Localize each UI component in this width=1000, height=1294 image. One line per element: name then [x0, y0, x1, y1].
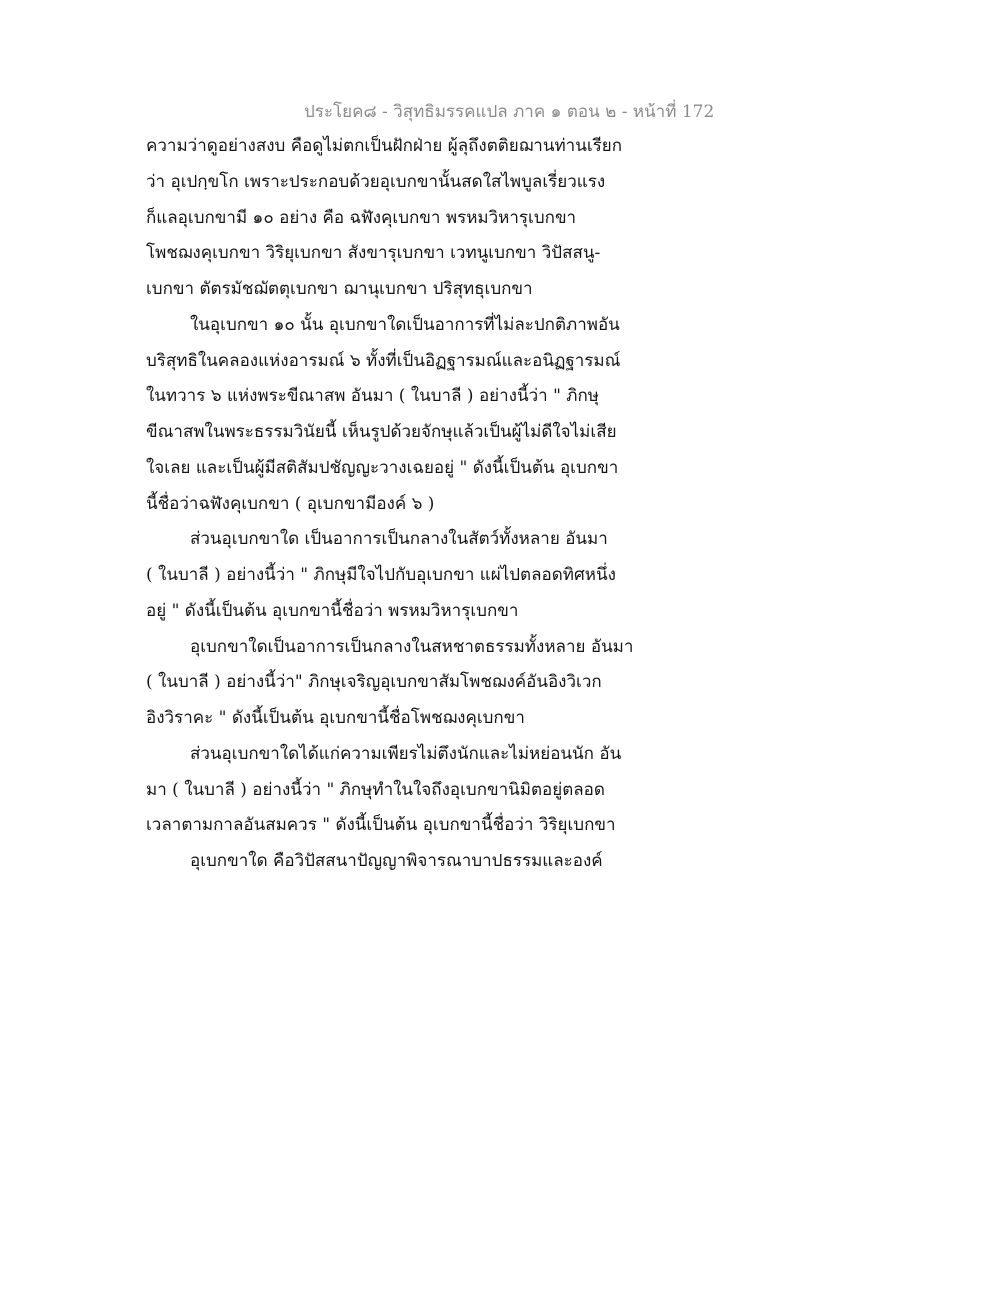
text-line: โพชฌงคุเบกขา วิริยุเบกขา สังขารุเบกขา เวทนูเบกขา วิปัสสนู-: [146, 243, 601, 264]
text-line: ก็แลอุเบกขามี ๑๐ อย่าง คือ ฉฬังคุเบกขา พรหมวิหารุเบกขา: [146, 207, 577, 228]
text-line: ในอุเบกขา ๑๐ นั้น อุเบกขาใดเป็นอาการที่ไม่ละปกติภาพอัน: [190, 314, 620, 335]
text-line: ความว่าดูอย่างสงบ คือดูไม่ตกเป็นฝักฝ่าย ผู้ลุถึงตติยฌานท่านเรียก: [146, 136, 623, 156]
text-line: เบกขา ตัตรมัชฌัตตุเบกขา ฌานุเบกขา ปริสุทธุเบกขา: [146, 279, 533, 299]
text-line: อยู่ " ดังนี้เป็นต้น อุเบกขานี้ชื่อว่า พรหมวิหารุเบกขา: [146, 600, 519, 621]
running-header: ประโยค๘ - วิสุทธิมรรคแปล ภาค ๑ ตอน ๒ - หน้าที่ 172: [304, 102, 715, 122]
text-line: อิงวิราคะ " ดังนี้เป็นต้น อุเบกขานี้ชื่อโพชฌงคุเบกขา: [146, 708, 525, 728]
text-line: ( ในบาลี ) อย่างนี้ว่า" ภิกษุเจริญอุเบกขาสัมโพชฌงค์อันอิงวิเวก: [146, 672, 602, 693]
text-line: ในทวาร ๖ แห่งพระขีณาสพ อันมา ( ในบาลี ) อย่างนี้ว่า " ภิกษุ: [146, 386, 600, 407]
text-line: ใจเลย และเป็นผู้มีสติสัมปชัญญะวางเฉยอยู่ " ดังนี้เป็นต้น อุเบกขา: [146, 457, 619, 478]
body-text: [146, 132, 634, 883]
text-line: อุเบกขาใด คือวิปัสสนาปัญญาพิจารณาบาปธรรมและองค์: [190, 851, 603, 871]
text-line: ( ในบาลี ) อย่างนี้ว่า " ภิกษุมีใจไปกับอุเบกขา แผ่ไปตลอดทิศหนึ่ง: [146, 565, 616, 585]
text-line: ส่วนอุเบกขาใดได้แก่ความเพียรไม่ตึงนักและไม่หย่อนนัก อัน: [190, 743, 622, 764]
text-line: นี้ชื่อว่าฉฬังคุเบกขา ( อุเบกขามีองค์ ๖ ): [146, 493, 435, 514]
text-line: บริสุทธิในคลองแห่งอารมณ์ ๖ ทั้งที่เป็นอิฏฐารมณ์และอนิฏฐารมณ์: [146, 350, 621, 371]
text-line: มา ( ในบาลี ) อย่างนี้ว่า " ภิกษุทำในใจถึงอุเบกขานิมิตอยู่ตลอด: [146, 779, 605, 800]
text-line: อุเบกขาใดเป็นอาการเป็นกลางในสหชาตธรรมทั้งหลาย อันมา: [190, 636, 634, 657]
text-line: ว่า อุเปกฺขโก เพราะประกอบด้วยอุเบกขานั้นสดใสไพบูลเรี่ยวแรง: [146, 171, 606, 192]
text-line: ขีณาสพในพระธรรมวินัยนี้ เห็นรูปด้วยจักษุแล้วเป็นผู้ไม่ดีใจไม่เสีย: [146, 422, 617, 442]
text-line: เวลาตามกาลอันสมควร " ดังนี้เป็นต้น อุเบกขานี้ชื่อว่า วิริยุเบกขา: [146, 815, 616, 836]
text-line: ส่วนอุเบกขาใด เป็นอาการเป็นกลางในสัตว์ทั้งหลาย อันมา: [190, 529, 608, 550]
